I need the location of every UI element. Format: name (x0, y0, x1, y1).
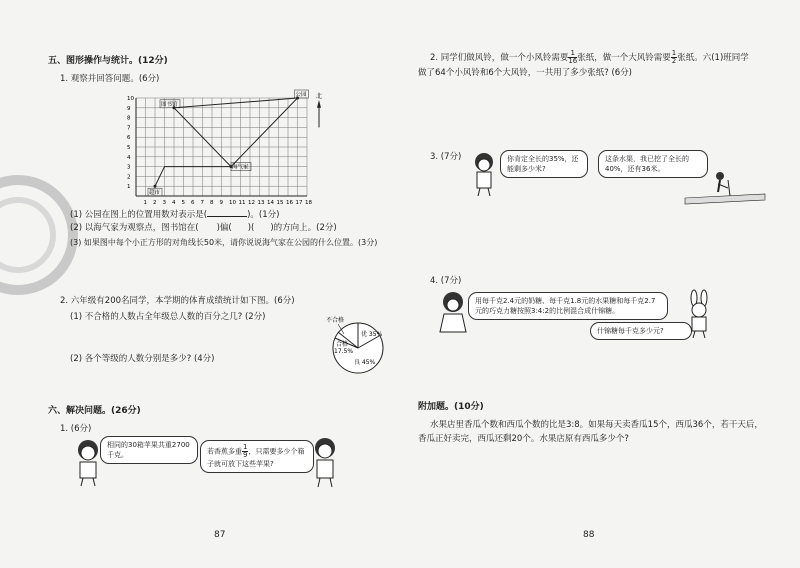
label-library: 图书馆 (161, 101, 178, 108)
x-tick-label: 8 (210, 200, 214, 206)
y-tick-label: 6 (127, 135, 131, 142)
y-tick-label: 1 (127, 184, 131, 191)
right-page (400, 0, 800, 568)
x-tick-label: 3 (162, 200, 166, 206)
s6-q1-title: 1. (6分) (60, 424, 92, 434)
label-park: 公园 (295, 92, 307, 98)
x-tick-label: 10 (229, 200, 236, 206)
cartoon-girl-icon (436, 290, 470, 340)
pie-label-qualified-pct: 17.5% (334, 348, 354, 355)
x-tick-label: 6 (191, 200, 195, 206)
x-tick-label: 18 (305, 200, 312, 206)
x-tick-label: 11 (238, 200, 246, 206)
bonus-line1: 水果店里香瓜个数和西瓜个数的比是3:8。如果每天卖香瓜15个，西瓜36个，若干天后， (430, 420, 763, 430)
x-tick-label: 17 (295, 200, 303, 206)
cartoon-child-icon (468, 150, 502, 198)
q2-line2: 做了64个小风铃和6个大风铃，一共用了多少张纸? (6分) (418, 68, 632, 78)
label-school: 超市 (149, 190, 161, 197)
q2-sub1: (1) 不合格的人数占全年级总人数的百分之几? (2分) (70, 312, 266, 322)
speech-bubble-q3-child: 你肯定全长的35%，还能剩多少米? (500, 150, 588, 178)
coordinate-grid (118, 84, 323, 212)
speech-bubble-apples: 相同的30箱苹果共重2700千克。 (100, 436, 198, 464)
x-tick-label: 15 (276, 200, 284, 206)
seal-stamp (0, 170, 70, 300)
y-tick-label: 3 (127, 164, 131, 171)
y-tick-label: 10 (127, 96, 134, 102)
pie-label-good: 良 45% (354, 359, 376, 366)
speech-bubble-candy-mix: 用每千克2.4元的奶糖、每千克1.8元的水果糖和每千克2.7元的巧克力糖按照3:4:2的比例混合成什锦糖。 (468, 292, 668, 320)
speech-bubble-candy-price: 什锦糖每千克多少元? (590, 322, 692, 340)
q1-sub3: (3) 如果图中每个小正方形的对角线长50米，请你说说海气家在公园的什么位置。(3分) (70, 238, 378, 247)
x-tick-label: 4 (172, 200, 176, 206)
y-tick-label: 9 (127, 105, 131, 112)
north-label: 北 (316, 93, 323, 100)
y-tick-label: 4 (127, 154, 131, 161)
x-tick-label: 12 (248, 200, 255, 206)
y-tick-label: 2 (127, 174, 131, 181)
q1-sub1: (1) 公园在图上的位置用数对表示是( )。(1分) (70, 210, 280, 220)
x-tick-label: 13 (257, 200, 265, 206)
label-aqua-home: 海气家 (232, 164, 249, 171)
q2-title: 2. 六年级有200名同学，本学期的体育成绩统计如下图。(6分) (60, 296, 295, 306)
y-tick-label: 5 (127, 145, 131, 151)
route-path (155, 98, 298, 186)
cartoon-rabbit-icon (682, 290, 716, 340)
q2-sub2: (2) 各个等级的人数分别是多少? (4分) (70, 354, 215, 364)
x-tick-label: 14 (267, 200, 274, 206)
pie-label-excellent: 优 35% (361, 331, 383, 338)
q1-title: 1. 观察并回答问题。(6分) (60, 74, 160, 84)
page-number: 88 (583, 530, 595, 540)
x-tick-label: 9 (219, 200, 223, 206)
speech-bubble-bananas: 若香蕉多重 $\frac{1}{9}$ ，只需要多少个箱子就可放下这些苹果? (200, 440, 314, 473)
pie-label-qualified: 合格 (336, 341, 349, 348)
y-tick-label: 8 (127, 115, 131, 122)
q4-title: 4. (7分) (430, 276, 462, 286)
y-tick-label: 7 (127, 125, 131, 132)
q3-title: 3. (7分) (430, 152, 462, 162)
north-arrow-icon (317, 100, 321, 108)
cartoon-child-icon (305, 434, 345, 490)
grid-point (154, 185, 157, 188)
q1-sub2: (2) 以海气家为观察点，图书馆在( )偏( )( )的方向上。(2分) (70, 223, 337, 233)
x-tick-label: 16 (286, 200, 293, 206)
x-tick-label: 5 (181, 200, 185, 206)
section6-title: 六、解决问题。(26分) (48, 406, 141, 416)
bonus-title: 附加题。(10分) (418, 402, 484, 412)
pie-label-unqualified: 不合格 (326, 317, 345, 324)
bonus-line2: 香瓜正好卖完，西瓜还剩20个。水果店原有西瓜多少个? (418, 434, 629, 444)
x-tick-label: 2 (153, 200, 157, 206)
q2-line1: 2. 同学们做风铃，做一个小风铃需要 $\frac{1}{16}$ 张纸，做一个大风铃需要 $\frac{1}{2}$ 张纸。六(1)班同学 (430, 49, 749, 65)
pie-chart (318, 310, 398, 380)
speech-bubble-q3-worker: 这条水渠，我已挖了全长的40%，还有36米。 (598, 150, 708, 178)
x-tick-label: 7 (200, 200, 204, 206)
section5-title: 五、图形操作与统计。(12分) (48, 56, 168, 66)
worker-digging-icon (680, 168, 770, 206)
x-tick-label: 1 (143, 200, 147, 206)
page-number: 87 (214, 530, 226, 540)
